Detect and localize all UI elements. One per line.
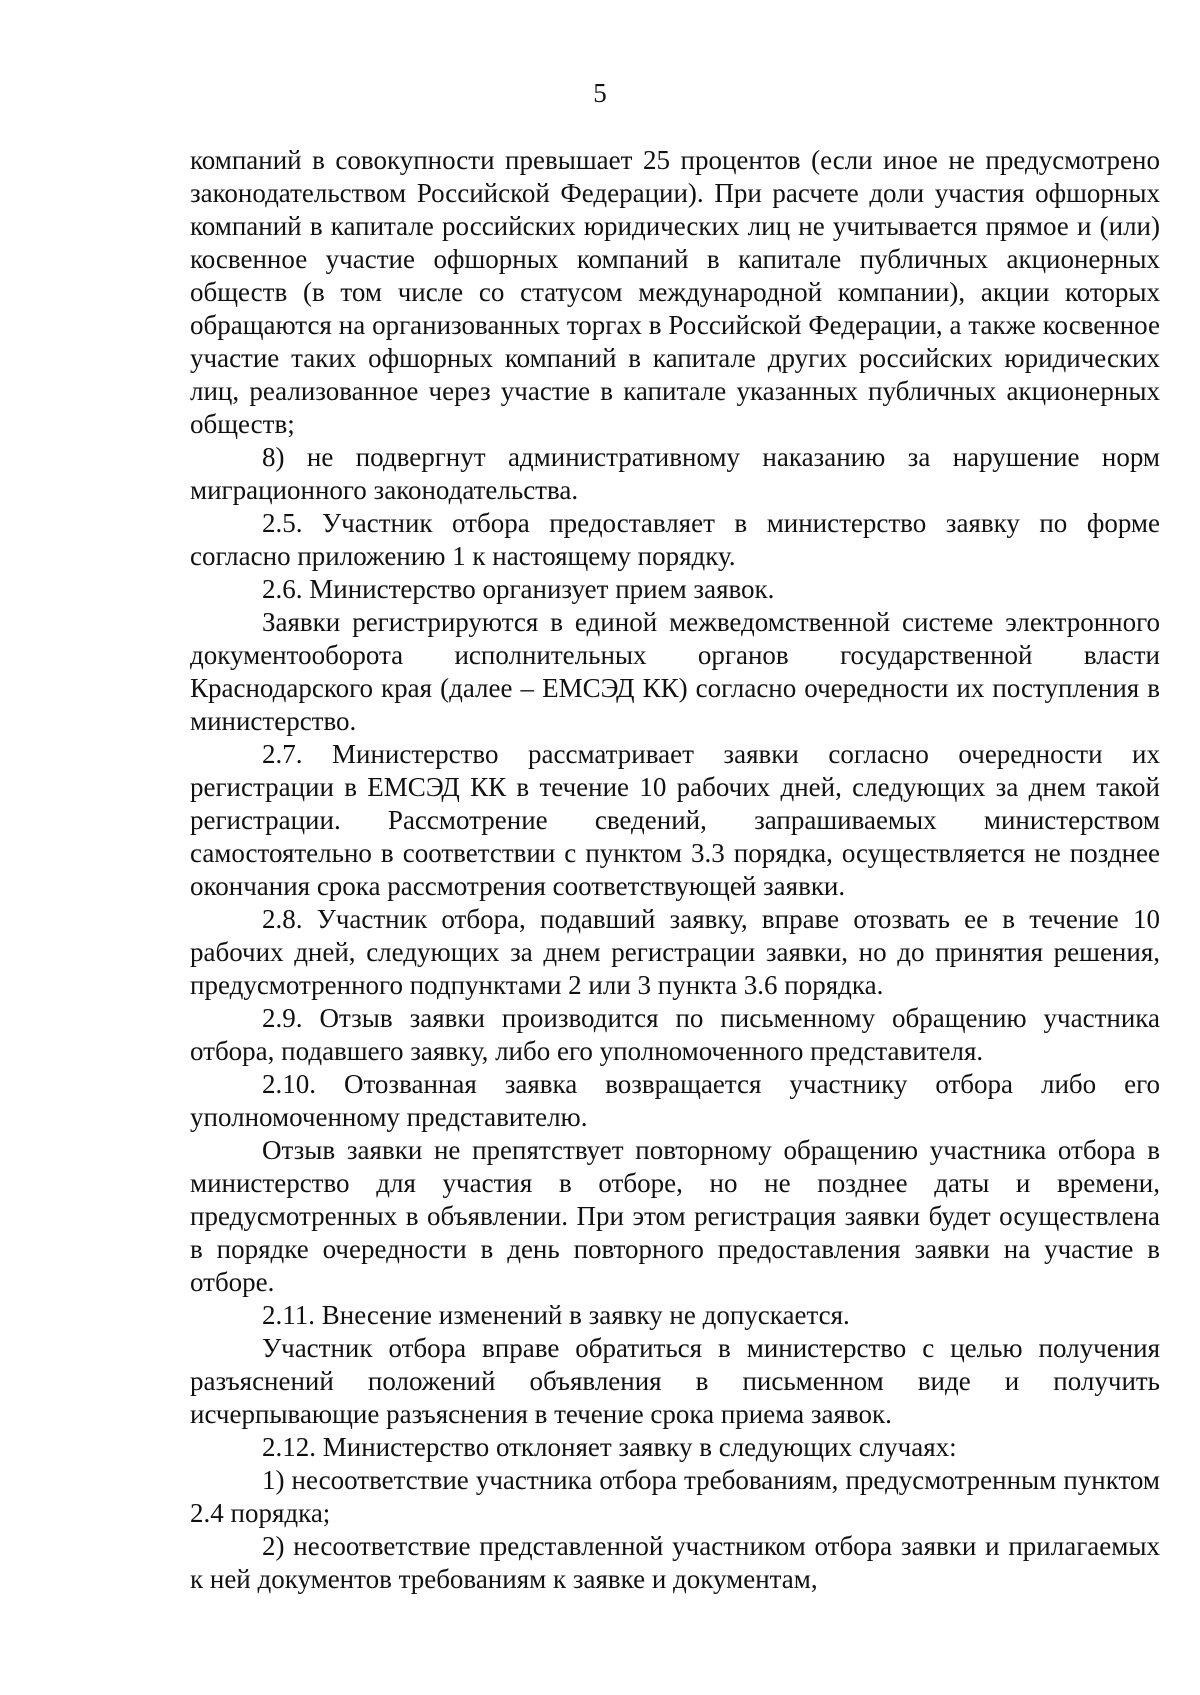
paragraph-clause-2-11-clarification: Участник отбора вправе обратиться в министерство с целью получения разъяснений положений объявления в письменном виде и получить исчерпывающие разъяснения в течение срока приема заявок.: [190, 1333, 1160, 1429]
paragraph-clause-2-10: 2.10. Отозванная заявка возвращается участнику отбора либо его уполномоченному представителю.: [190, 1069, 1160, 1132]
page-number: 5: [593, 78, 607, 108]
paragraph-clause-2-7: 2.7. Министерство рассматривает заявки согласно очередности их регистрации в ЕМСЭД КК в течение 10 рабочих дней, следующих за днем такой регистрации. Рассмотрение сведений, запрашиваемых министерством самостоятельно в соответствии с пунктом 3.3 порядка, осуществляется не позднее окончания срока рассмотрения соответствующей заявки.: [190, 739, 1160, 901]
paragraph-clause-2-12-item-1: 1) несоответствие участника отбора требованиям, предусмотренным пунктом 2.4 порядка;: [190, 1465, 1160, 1528]
paragraph-clause-2-5: 2.5. Участник отбора предоставляет в министерство заявку по форме согласно приложению 1 к настоящему порядку.: [190, 508, 1160, 571]
paragraph-clause-2-12: 2.12. Министерство отклоняет заявку в следующих случаях:: [262, 1432, 957, 1462]
paragraph-clause-2-10-resubmission: Отзыв заявки не препятствует повторному обращению участника отбора в министерство для участия в отборе, но не позднее даты и времени, предусмотренных в объявлении. При этом регистрация заявки будет осуществлена в порядке очередности в день повторного предоставления заявки на участие в отборе.: [190, 1135, 1160, 1297]
paragraph-continuation: компаний в совокупности превышает 25 процентов (если иное не предусмотрено законодательством Российской Федерации). При расчете доли участия офшорных компаний в капитале российских юридических лиц не учитывается прямое и (или) косвенное участие офшорных компаний в капитале публичных акционерных обществ (в том числе со статусом международной компании), акции которых обращаются на организованных торгах в Российской Федерации, а также косвенное участие таких офшорных компаний в капитале других российских юридических лиц, реализованное через участие в капитале указанных публичных акционерных обществ;: [190, 145, 1160, 439]
paragraph-clause-2-12-item-2: 2) несоответствие представленной участником отбора заявки и прилагаемых к ней документов требованиям к заявке и документам,: [190, 1531, 1160, 1594]
paragraph-clause-2-8: 2.8. Участник отбора, подавший заявку, вправе отозвать ее в течение 10 рабочих дней, следующих за днем регистрации заявки, но до принятия решения, предусмотренного подпунктами 2 или 3 пункта 3.6 порядка.: [190, 904, 1160, 1000]
paragraph-clause-2-6-registration: Заявки регистрируются в единой межведомственной системе электронного документооборота исполнительных органов государственной власти Краснодарского края (далее – ЕМСЭД КК) согласно очередности их поступления в министерство.: [190, 607, 1160, 736]
paragraph-clause-2-9: 2.9. Отзыв заявки производится по письменному обращению участника отбора, подавшего заявку, либо его уполномоченного представителя.: [190, 1003, 1160, 1066]
paragraph-clause-2-11: 2.11. Внесение изменений в заявку не допускается.: [262, 1300, 850, 1330]
paragraph-item-8: 8) не подвергнут административному наказанию за нарушение норм миграционного законодательства.: [190, 442, 1160, 505]
paragraph-clause-2-6: 2.6. Министерство организует прием заявок.: [262, 574, 775, 604]
document-body: [190, 144, 1160, 1596]
